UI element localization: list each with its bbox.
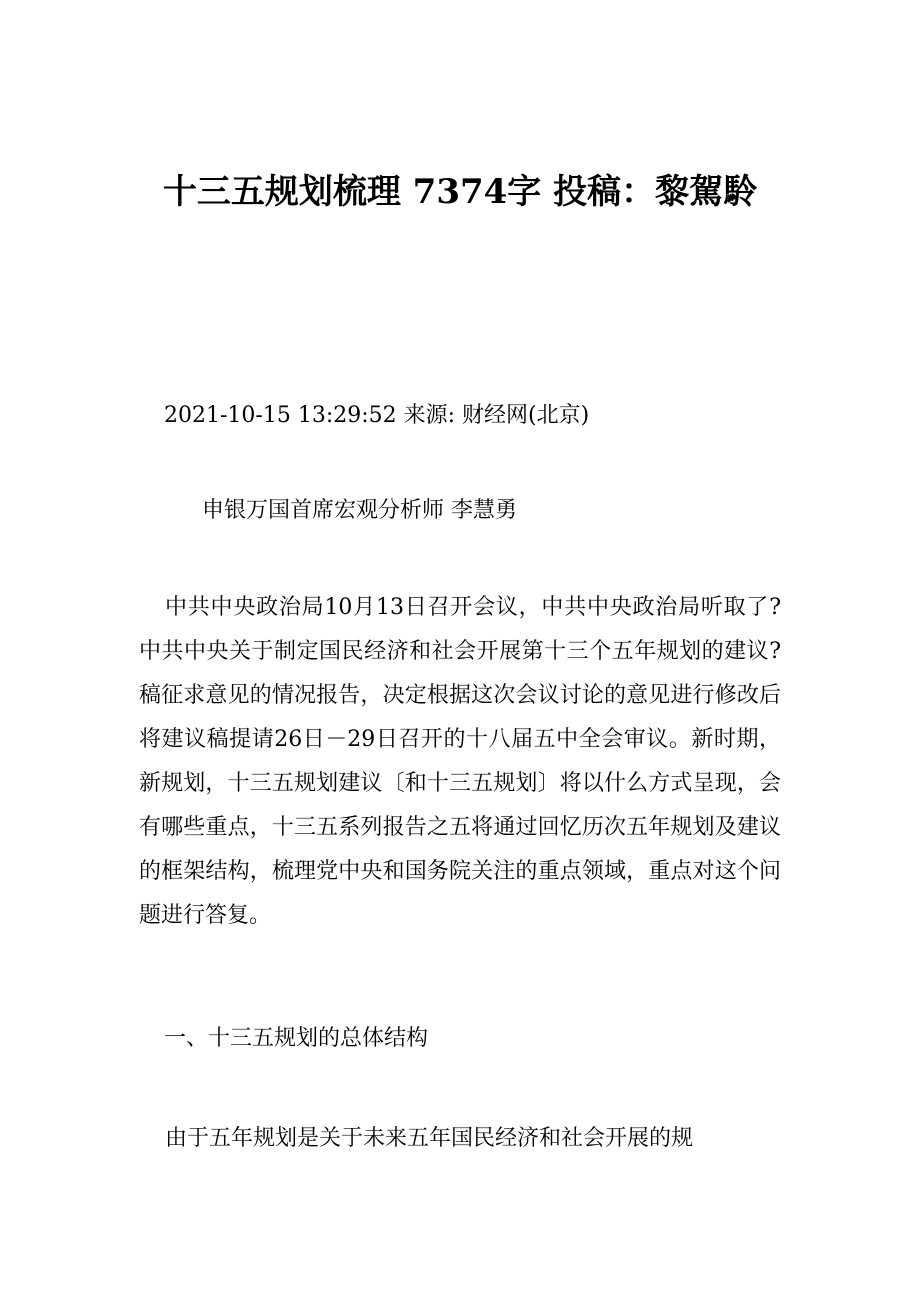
body-paragraph: 由于五年规划是关于未来五年国民经济和社会开展的规: [165, 1126, 694, 1151]
author-line: 申银万国首席宏观分析师 李慧勇: [202, 498, 517, 523]
section-heading: 一、十三五规划的总体结构: [164, 1026, 429, 1051]
publish-meta: 2021-10-15 13:29:52 来源: 财经网(北京): [164, 403, 590, 428]
body-paragraph: 中共中央政治局10月13日召开会议，中共中央政治局听取了?中共中央关于制定国民经济和社会开展第十三个五年规划的建议?稿征求意见的情况报告，决定根据这次会议讨论的意见进行修改后将建议稿提请26日－29日召开的十八届五中全会审议。新时期，新规划，十三五规划建议〔和十三五规划〕将以什么方式呈现，会有哪些重点，十三五系列报告之五将通过回忆历次五年规划及建议的框架结构，梳理党中央和国务院关注的重点领域，重点对这个问题进行答复。: [139, 595, 781, 928]
document-title: 十三五规划梳理 7374字 投稿：黎駕駖: [162, 172, 758, 212]
